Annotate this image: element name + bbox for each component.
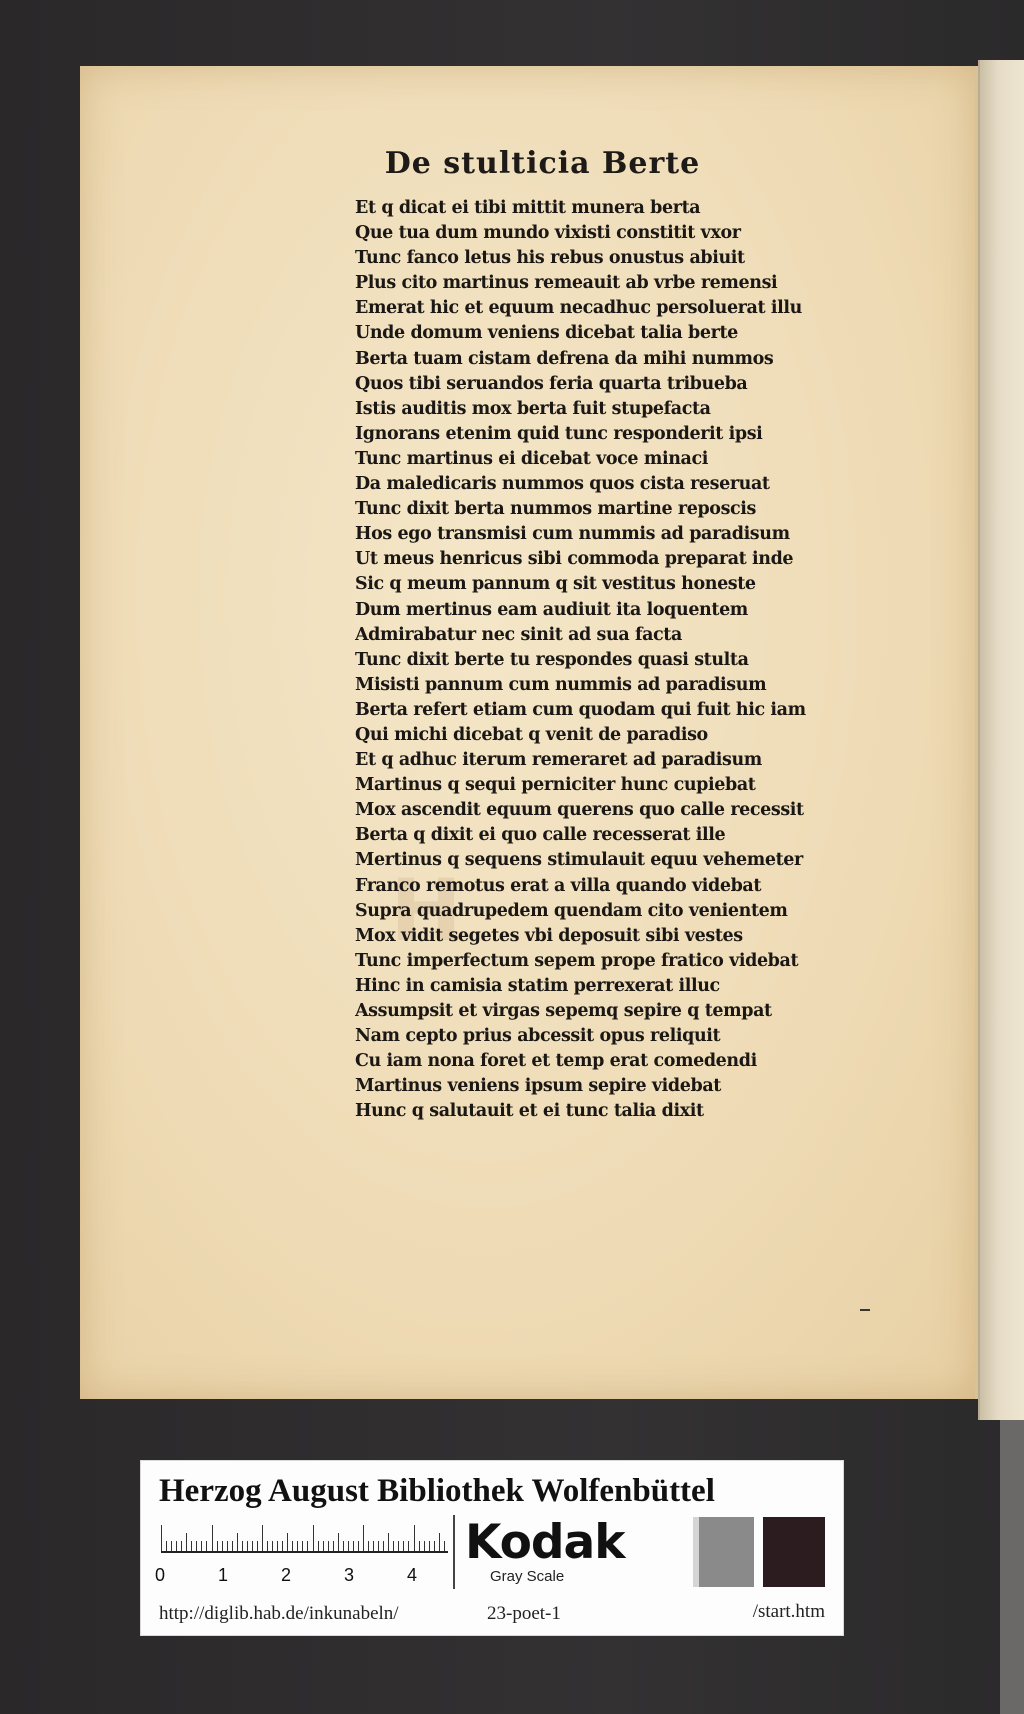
ruler-tick	[358, 1541, 359, 1551]
ruler-tick	[277, 1541, 278, 1551]
verse-line: Martinus q sequi perniciter hunc cupiebat	[355, 775, 756, 796]
ruler-tick	[282, 1541, 283, 1551]
ruler-tick	[227, 1541, 228, 1551]
ruler-tick	[222, 1541, 223, 1551]
verse-line: Berta q dixit ei quo calle recesserat ille	[355, 825, 726, 846]
ruler-tick	[272, 1541, 273, 1551]
ruler-tick	[353, 1541, 354, 1551]
ruler-tick	[313, 1525, 314, 1551]
ruler-tick	[206, 1541, 207, 1551]
ruler-tick	[237, 1533, 238, 1551]
ruler-tick	[307, 1541, 308, 1551]
verse-line: Berta tuam cistam defrena da mihi nummos	[355, 348, 774, 369]
ruler-tick	[333, 1541, 334, 1551]
adjacent-leaf-shadow	[1000, 1420, 1024, 1714]
ruler-tick	[424, 1541, 425, 1551]
adjacent-leaf-edge	[978, 60, 1024, 1420]
ruler-tick	[196, 1541, 197, 1551]
ruler-tick	[247, 1541, 248, 1551]
verse-line: Nam cepto prius abcessit opus reliquit	[355, 1026, 721, 1047]
verse-line: Dum mertinus eam audiuit ita loquentem	[355, 599, 748, 620]
verse-line: Martinus veniens ipsum sepire videbat	[355, 1076, 721, 1097]
ruler-tick	[287, 1533, 288, 1551]
ruler-tick	[363, 1525, 364, 1551]
ruler-tick	[323, 1541, 324, 1551]
gray-swatch-dark	[763, 1517, 825, 1587]
ruler-tick	[414, 1525, 415, 1551]
verse-line: Tunc dixit berta nummos martine reposcis	[355, 499, 756, 520]
verse-line: Supra quadrupedem quendam cito venientem	[355, 900, 788, 921]
ruler-tick	[262, 1525, 263, 1551]
ruler-tick	[242, 1541, 243, 1551]
calibration-target	[140, 1460, 844, 1636]
verse-line: Hos ego transmisi cum nummis ad paradisum	[355, 524, 790, 545]
ruler-tick	[368, 1541, 369, 1551]
verse-line: Ignorans etenim quid tunc responderit ipsi	[355, 423, 763, 444]
url-suffix: /start.htm	[752, 1601, 825, 1622]
ink-mark	[860, 1309, 870, 1311]
verse-line: Tunc martinus ei dicebat voce minaci	[355, 448, 708, 469]
verse-line: Misisti pannum cum nummis ad paradisum	[355, 674, 767, 695]
library-watermark: H	[390, 861, 462, 961]
ruler-tick	[267, 1541, 268, 1551]
ruler-number: 1	[218, 1565, 229, 1585]
verse-line: Admirabatur nec sinit ad sua facta	[355, 624, 682, 645]
verse-line: Berta refert etiam cum quodam qui fuit hic iam	[355, 699, 806, 720]
ruler-number: 4	[407, 1565, 418, 1585]
measurement-ruler	[161, 1523, 448, 1553]
verse-line: Mox vidit segetes vbi deposuit sibi vestes	[355, 925, 743, 946]
ruler-tick	[388, 1533, 389, 1551]
verse-line: Quos tibi seruandos feria quarta tribueba	[355, 373, 748, 394]
library-name: Herzog August Bibliothek Wolfenbüttel	[159, 1473, 715, 1509]
verse-line: Plus cito martinus remeauit ab vrbe remensi	[355, 273, 778, 294]
verse-line: Tunc fanco letus his rebus onustus abiuit	[355, 248, 745, 269]
ruler-number: 0	[155, 1565, 166, 1585]
gray-swatch-mid	[699, 1517, 754, 1587]
ruler-tick	[338, 1533, 339, 1551]
url-row	[141, 1599, 843, 1629]
ruler-tick	[373, 1541, 374, 1551]
ruler-tick	[378, 1541, 379, 1551]
ruler-tick	[217, 1541, 218, 1551]
ruler-tick	[439, 1533, 440, 1551]
ruler-number: 3	[344, 1565, 355, 1585]
ruler-tick	[419, 1541, 420, 1551]
verse-line: Qui michi dicebat q venit de paradiso	[355, 724, 708, 745]
verse-line: Hunc q salutauit et ei tunc talia dixit	[355, 1101, 704, 1122]
ruler-tick	[383, 1541, 384, 1551]
verse-line: Cu iam nona foret et temp erat comedendi	[355, 1051, 757, 1072]
shelfmark: 23-poet-1	[487, 1603, 561, 1624]
verse-line: Que tua dum mundo vixisti constitit vxor	[355, 223, 741, 244]
ruler-tick	[408, 1541, 409, 1551]
kodak-logo: Kodak	[465, 1515, 625, 1570]
ruler-tick	[176, 1541, 177, 1551]
ruler-tick	[212, 1525, 213, 1551]
url-base: http://diglib.hab.de/inkunabeln/	[159, 1603, 399, 1624]
verse-line: Emerat hic et equum necadhuc persoluerat illu	[355, 298, 802, 319]
ruler-tick	[181, 1541, 182, 1551]
verse-line: Ut meus henricus sibi commoda preparat inde	[355, 549, 794, 570]
ruler-tick	[318, 1541, 319, 1551]
verse-line: Et q adhuc iterum remeraret ad paradisum	[355, 750, 762, 771]
ruler-tick	[429, 1541, 430, 1551]
kodak-label-box	[453, 1515, 703, 1589]
ruler-tick	[297, 1541, 298, 1551]
verse-line: Assumpsit et virgas sepemq sepire q tempat	[355, 1001, 772, 1021]
verse-line: Et q dicat ei tibi mittit munera berta	[355, 198, 701, 218]
ruler-tick	[302, 1541, 303, 1551]
verse-line: Sic q meum pannum q sit vestitus honeste	[355, 574, 756, 595]
ruler-tick	[186, 1533, 187, 1551]
ruler-tick	[398, 1541, 399, 1551]
ruler-tick	[444, 1541, 445, 1551]
verse-line: Hinc in camisia statim perrexerat illuc	[355, 975, 720, 996]
verse-line: Franco remotus erat a villa quando videbat	[355, 875, 762, 896]
ruler-tick	[257, 1541, 258, 1551]
verse-text-block	[355, 196, 875, 1124]
ruler-tick	[232, 1541, 233, 1551]
ruler-tick	[161, 1525, 162, 1551]
gray-scale-label: Gray Scale	[490, 1568, 565, 1585]
verse-line: Da maledicaris nummos quos cista reseruat	[355, 474, 770, 495]
ruler-number: 2	[281, 1565, 292, 1585]
verse-line: Unde domum veniens dicebat talia berte	[355, 323, 738, 344]
page-heading: De stulticia Berte	[384, 146, 701, 181]
ruler-tick	[343, 1541, 344, 1551]
verse-line: Tunc imperfectum sepem prope fratico videbat	[355, 950, 799, 971]
ruler-tick	[403, 1541, 404, 1551]
ruler-tick	[191, 1541, 192, 1551]
ruler-tick	[171, 1541, 172, 1551]
verse-line: Mox ascendit equum querens quo calle recessit	[355, 800, 804, 821]
ruler-numbers	[155, 1565, 455, 1587]
verse-line: Mertinus q sequens stimulauit equu vehemeter	[355, 850, 803, 871]
ruler-tick	[393, 1541, 394, 1551]
ruler-tick	[328, 1541, 329, 1551]
ruler-tick	[292, 1541, 293, 1551]
verse-line: Istis auditis mox berta fuit stupefacta	[355, 398, 711, 419]
ruler-tick	[166, 1541, 167, 1551]
ruler-tick	[348, 1541, 349, 1551]
manuscript-page	[80, 66, 978, 1399]
ruler-tick	[201, 1541, 202, 1551]
verse-line: Tunc dixit berte tu respondes quasi stulta	[355, 649, 749, 670]
ruler-tick	[434, 1541, 435, 1551]
ruler-tick	[252, 1541, 253, 1551]
